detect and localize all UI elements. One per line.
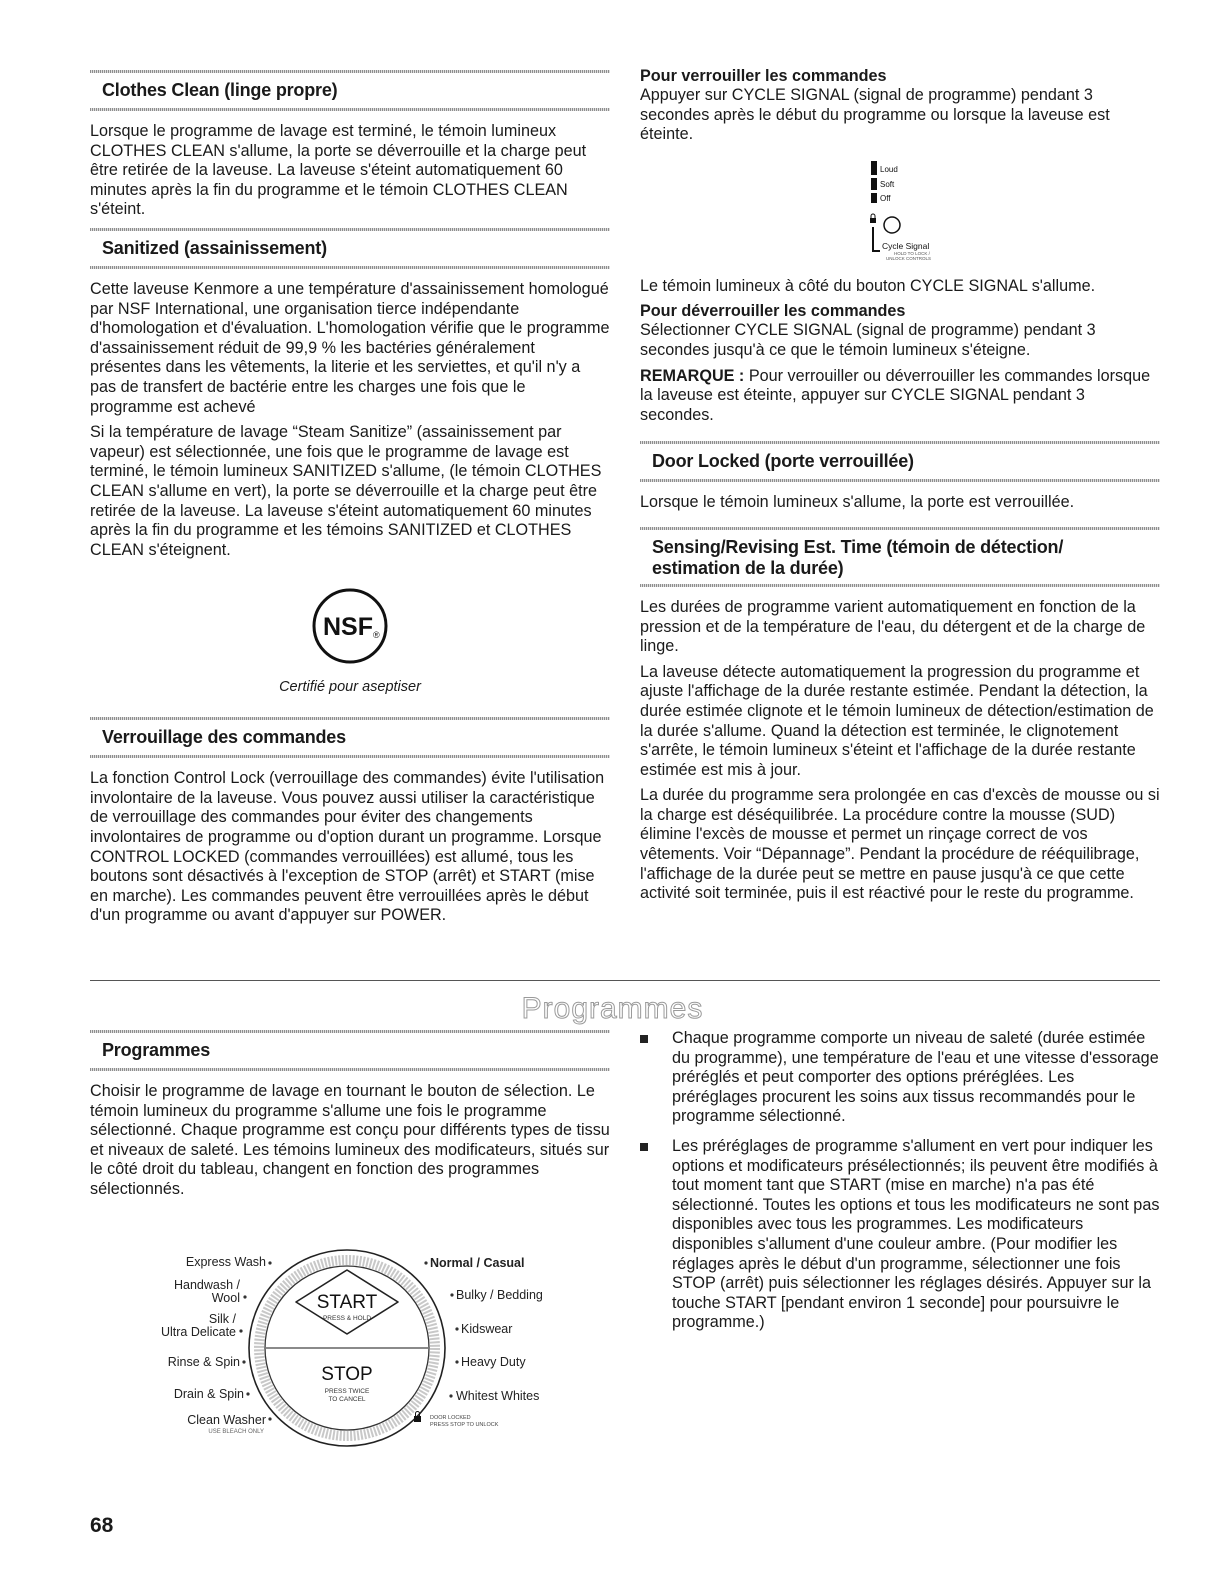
section-rule <box>90 108 610 111</box>
dial-whitest-whites: Whitest Whites <box>456 1388 540 1403</box>
control-lock-heading: Verrouillage des commandes <box>102 727 346 748</box>
dial-silk: Silk / <box>208 1311 236 1326</box>
section-rule <box>640 441 1160 444</box>
door-locked-label-2: PRESS STOP TO UNLOCK <box>430 1421 499 1428</box>
dial-handwash: Handwash / <box>173 1277 240 1292</box>
left-column <box>90 70 610 932</box>
programmes-heading: Programmes <box>102 1040 211 1060</box>
lock-icon <box>870 214 876 223</box>
bullet-text: Chaque programme comporte un niveau de saleté (durée estimée du programme), une température de l'eau et une vitesse d'essorage préréglés et peut comporter des options préréglées. Les préréglages procurent les soins aux tissus recommandés pour le programme sélectionné. <box>672 1029 1159 1126</box>
programmes-title: Programmes <box>521 992 704 1025</box>
level-soft: Soft <box>880 179 895 189</box>
clothes-clean-heading: Clothes Clean (linge propre) <box>102 80 338 100</box>
sensing-paragraph-2: La laveuse détecte automatiquement la progression du programme et ajuste l'affichage de la durée restante estimée. Pendant la détection, la durée estimée clignote et le témoin lumineux de détection/estimation de la durée s'allume. Quand la détection est terminée, le clignotement s'arrête, le témoin lumineux s'éteint et l'affichage de la durée restante estimée est mis à jour. <box>640 662 1154 779</box>
dial-bulky-bedding: Bulky / Bedding <box>456 1287 543 1302</box>
stop-sublabel-2: TO CANCEL <box>328 1395 366 1403</box>
section-rule <box>90 228 610 231</box>
sensing-heading-line2: estimation de la durée) <box>652 557 844 578</box>
sensing-paragraph-1: Les durées de programme varient automatiquement en fonction de la pression et de la température de l'eau, du détergent et de la charge de linge. <box>640 597 1146 656</box>
remarque-paragraph <box>640 367 1160 426</box>
bullet-text: Les préréglages de programme s'allument en vert pour indiquer les options et modificateurs présélectionnés; ils peuvent être modifiés à tout moment tant que START (mise en marche) n'a pas été sélectionné. Toutes les options et tous les modificateurs ne sont pas disponibles avec tous les programmes. Les modificateurs disponibles s'allument d'une couleur ambre. (Pour modifier les réglages après le début d'un programme, sélectionner une fois STOP (arrêt) puis sélectionner les réglages désirés. Appuyer sur la touche START [pendant environ 1 seconde] pour poursuivre le programme.) <box>672 1136 1160 1332</box>
dial-kidswear: Kidswear <box>461 1321 513 1336</box>
dial-ultra-delicate: Ultra Delicate <box>160 1324 236 1339</box>
section-rule <box>640 584 1160 587</box>
right-column <box>640 67 1160 910</box>
door-locked-heading: Door Locked (porte verrouillée) <box>652 451 914 472</box>
cycle-signal-label: Cycle Signal <box>882 240 930 251</box>
stop-button[interactable] <box>321 1364 372 1403</box>
section-rule <box>90 755 610 758</box>
sensing-paragraph-3: La durée du programme sera prolongée en cas d'excès de mousse ou si la charge est déséquilibrée. La procédure contre la mousse (SUD) élimine l'excès de mousse et permet un rinçage correct de vos vêtements. Voir “Dépannage”. Pendant la procédure de rééquilibrage, l'affichage de la durée peut se mettre en pause jusqu'à ce que cette activité soit terminée, puis il est réactivé pour le reste du programme. <box>640 786 1160 903</box>
lock-paragraph: Appuyer sur CYCLE SIGNAL (signal de programme) pendant 3 secondes après le début du programme ou lorsque la laveuse est éteinte. <box>640 86 1110 144</box>
cycle-signal-button[interactable] <box>884 217 900 233</box>
remarque-label: REMARQUE : <box>640 366 745 385</box>
cycle-signal-sub2: UNLOCK CONTROLS <box>886 255 932 261</box>
stop-label: STOP <box>321 1363 373 1385</box>
section-rule <box>90 70 610 73</box>
section-rule <box>90 266 610 269</box>
control-lock-paragraph: La fonction Control Lock (verrouillage des commandes) évite l'utilisation involontaire de la laveuse. Vous pouvez aussi utiliser la caractéristique de verrouillage des commandes pour éviter des changements involontaires de programme ou d'option durant un programme. Lorsque CONTROL LOCKED (commandes verrouillées) est allumé, tous les boutons sont désactivés à l'exception de STOP (arrêt) et START (mise en marche). Les commandes peuvent être verrouillées après le début d'un programme ou avant d'appuyer sur POWER. <box>90 769 605 925</box>
nsf-logo <box>90 586 610 671</box>
door-locked-indicator <box>414 1411 499 1428</box>
unlock-heading: Pour déverrouiller les commandes <box>640 302 906 321</box>
programmes-bullet-1 <box>640 1029 1160 1127</box>
section-rule <box>640 479 1160 482</box>
dial-wool: Wool <box>211 1290 240 1305</box>
sanitized-heading: Sanitized (assainissement) <box>102 237 327 258</box>
start-sublabel: PRESS & HOLD <box>322 1314 372 1322</box>
page-number: 68 <box>90 1514 114 1537</box>
section-rule <box>640 527 1160 530</box>
nsf-logo-text: NSF <box>323 613 373 642</box>
section-rule <box>90 717 610 720</box>
programmes-right <box>640 1029 1160 1343</box>
stop-sublabel-1: PRESS TWICE <box>324 1387 370 1395</box>
level-loud: Loud <box>880 164 898 174</box>
lock-note: Le témoin lumineux à côté du bouton CYCLE SIGNAL s'allume. <box>640 276 1096 295</box>
sanitized-paragraph-2: Si la température de lavage “Steam Sanitize” (assainissement par vapeur) est sélectionnée, une fois que le programme de lavage est terminé, le témoin lumineux SANITIZED s'allume, (le témoin CLOTHES CLEAN s'allume en vert), la porte se déverrouille et la charge peut être retirée de la laveuse. La laveuse s'éteint automatiquement 60 minutes après la fin du programme et les témoins SANITIZED et CLOTHES CLEAN s'éteignent. <box>90 423 602 559</box>
clothes-clean-paragraph: Lorsque le programme de lavage est terminé, le témoin lumineux CLOTHES CLEAN s'allume, la porte se déverrouille et la charge peut être retirée de la laveuse. La laveuse s'éteint automatiquement 60 minutes après la fin du programme et le témoin CLOTHES CLEAN s'éteint. <box>90 122 587 219</box>
nsf-caption: Certifié pour aseptiser <box>279 679 421 696</box>
dial-express-wash: Express Wash <box>185 1254 266 1269</box>
bullet-square-icon <box>640 1035 652 1043</box>
programmes-paragraph: Choisir le programme de lavage en tournant le bouton de sélection. Le témoin lumineux du programme s'allume une fois le programme sélectionné. Chaque programme est conçu pour différents types de tissu et niveaux de saleté. Les témoins lumineux des modificateurs, situés sur le côté droit du tableau, changent en fonction des programmes sélectionnés. <box>90 1082 610 1198</box>
dial-drain-spin: Drain & Spin <box>173 1386 244 1401</box>
section-divider <box>90 980 1160 981</box>
door-locked-paragraph: Lorsque le témoin lumineux s'allume, la porte est verrouillée. <box>640 493 1075 512</box>
dial-heavy-duty: Heavy Duty <box>461 1354 526 1369</box>
programmes-left <box>90 1030 610 1453</box>
door-locked-label-1: DOOR LOCKED <box>430 1414 471 1421</box>
cycle-signal-panel <box>864 151 1160 269</box>
section-rule <box>90 1068 610 1071</box>
sanitized-paragraph-1: Cette laveuse Kenmore a une température d'assainissement homologué par NSF International, une organisation tierce indépendante d'homologation et d'évaluation. L'homologation vérifie que le programme d'assainissement réduit de 99,9 % les bactéries généralement présentes dans les vêtements, la literie et les serviettes, et qu'il n'y a pas de transfert de bactérie entre les charges une fois que le programme est achevé <box>90 279 610 416</box>
cycle-signal-sub1: HOLD TO LOCK / <box>894 250 930 256</box>
unlock-paragraph: Sélectionner CYCLE SIGNAL (signal de programme) pendant 3 secondes jusqu'à ce que le témoin lumineux s'éteigne. <box>640 321 1096 359</box>
sensing-heading-line1: Sensing/Revising Est. Time (témoin de détection/ <box>652 536 1064 557</box>
programmes-bullet-2 <box>640 1137 1160 1333</box>
lock-heading: Pour verrouiller les commandes <box>640 67 887 85</box>
dial-use-bleach-only: USE BLEACH ONLY <box>208 1428 264 1435</box>
level-off: Off <box>880 193 891 203</box>
cycle-dial-panel <box>140 1238 610 1453</box>
start-label: START <box>316 1291 378 1313</box>
dial-right-labels <box>430 1256 543 1403</box>
dial-clean-washer: Clean Washer <box>187 1412 266 1427</box>
nsf-registered-mark: ® <box>373 630 380 641</box>
remarque-text: Pour verrouiller ou déverrouiller les commandes lorsque la laveuse est éteinte, appuyer sur CYCLE SIGNAL pendant 3 secondes. <box>640 366 1151 424</box>
sensing-heading <box>652 537 1160 579</box>
section-rule <box>90 1030 610 1033</box>
dial-rinse-spin: Rinse & Spin <box>167 1354 240 1369</box>
bullet-square-icon <box>640 1143 652 1151</box>
dial-normal-casual: Normal / Casual <box>430 1255 525 1270</box>
